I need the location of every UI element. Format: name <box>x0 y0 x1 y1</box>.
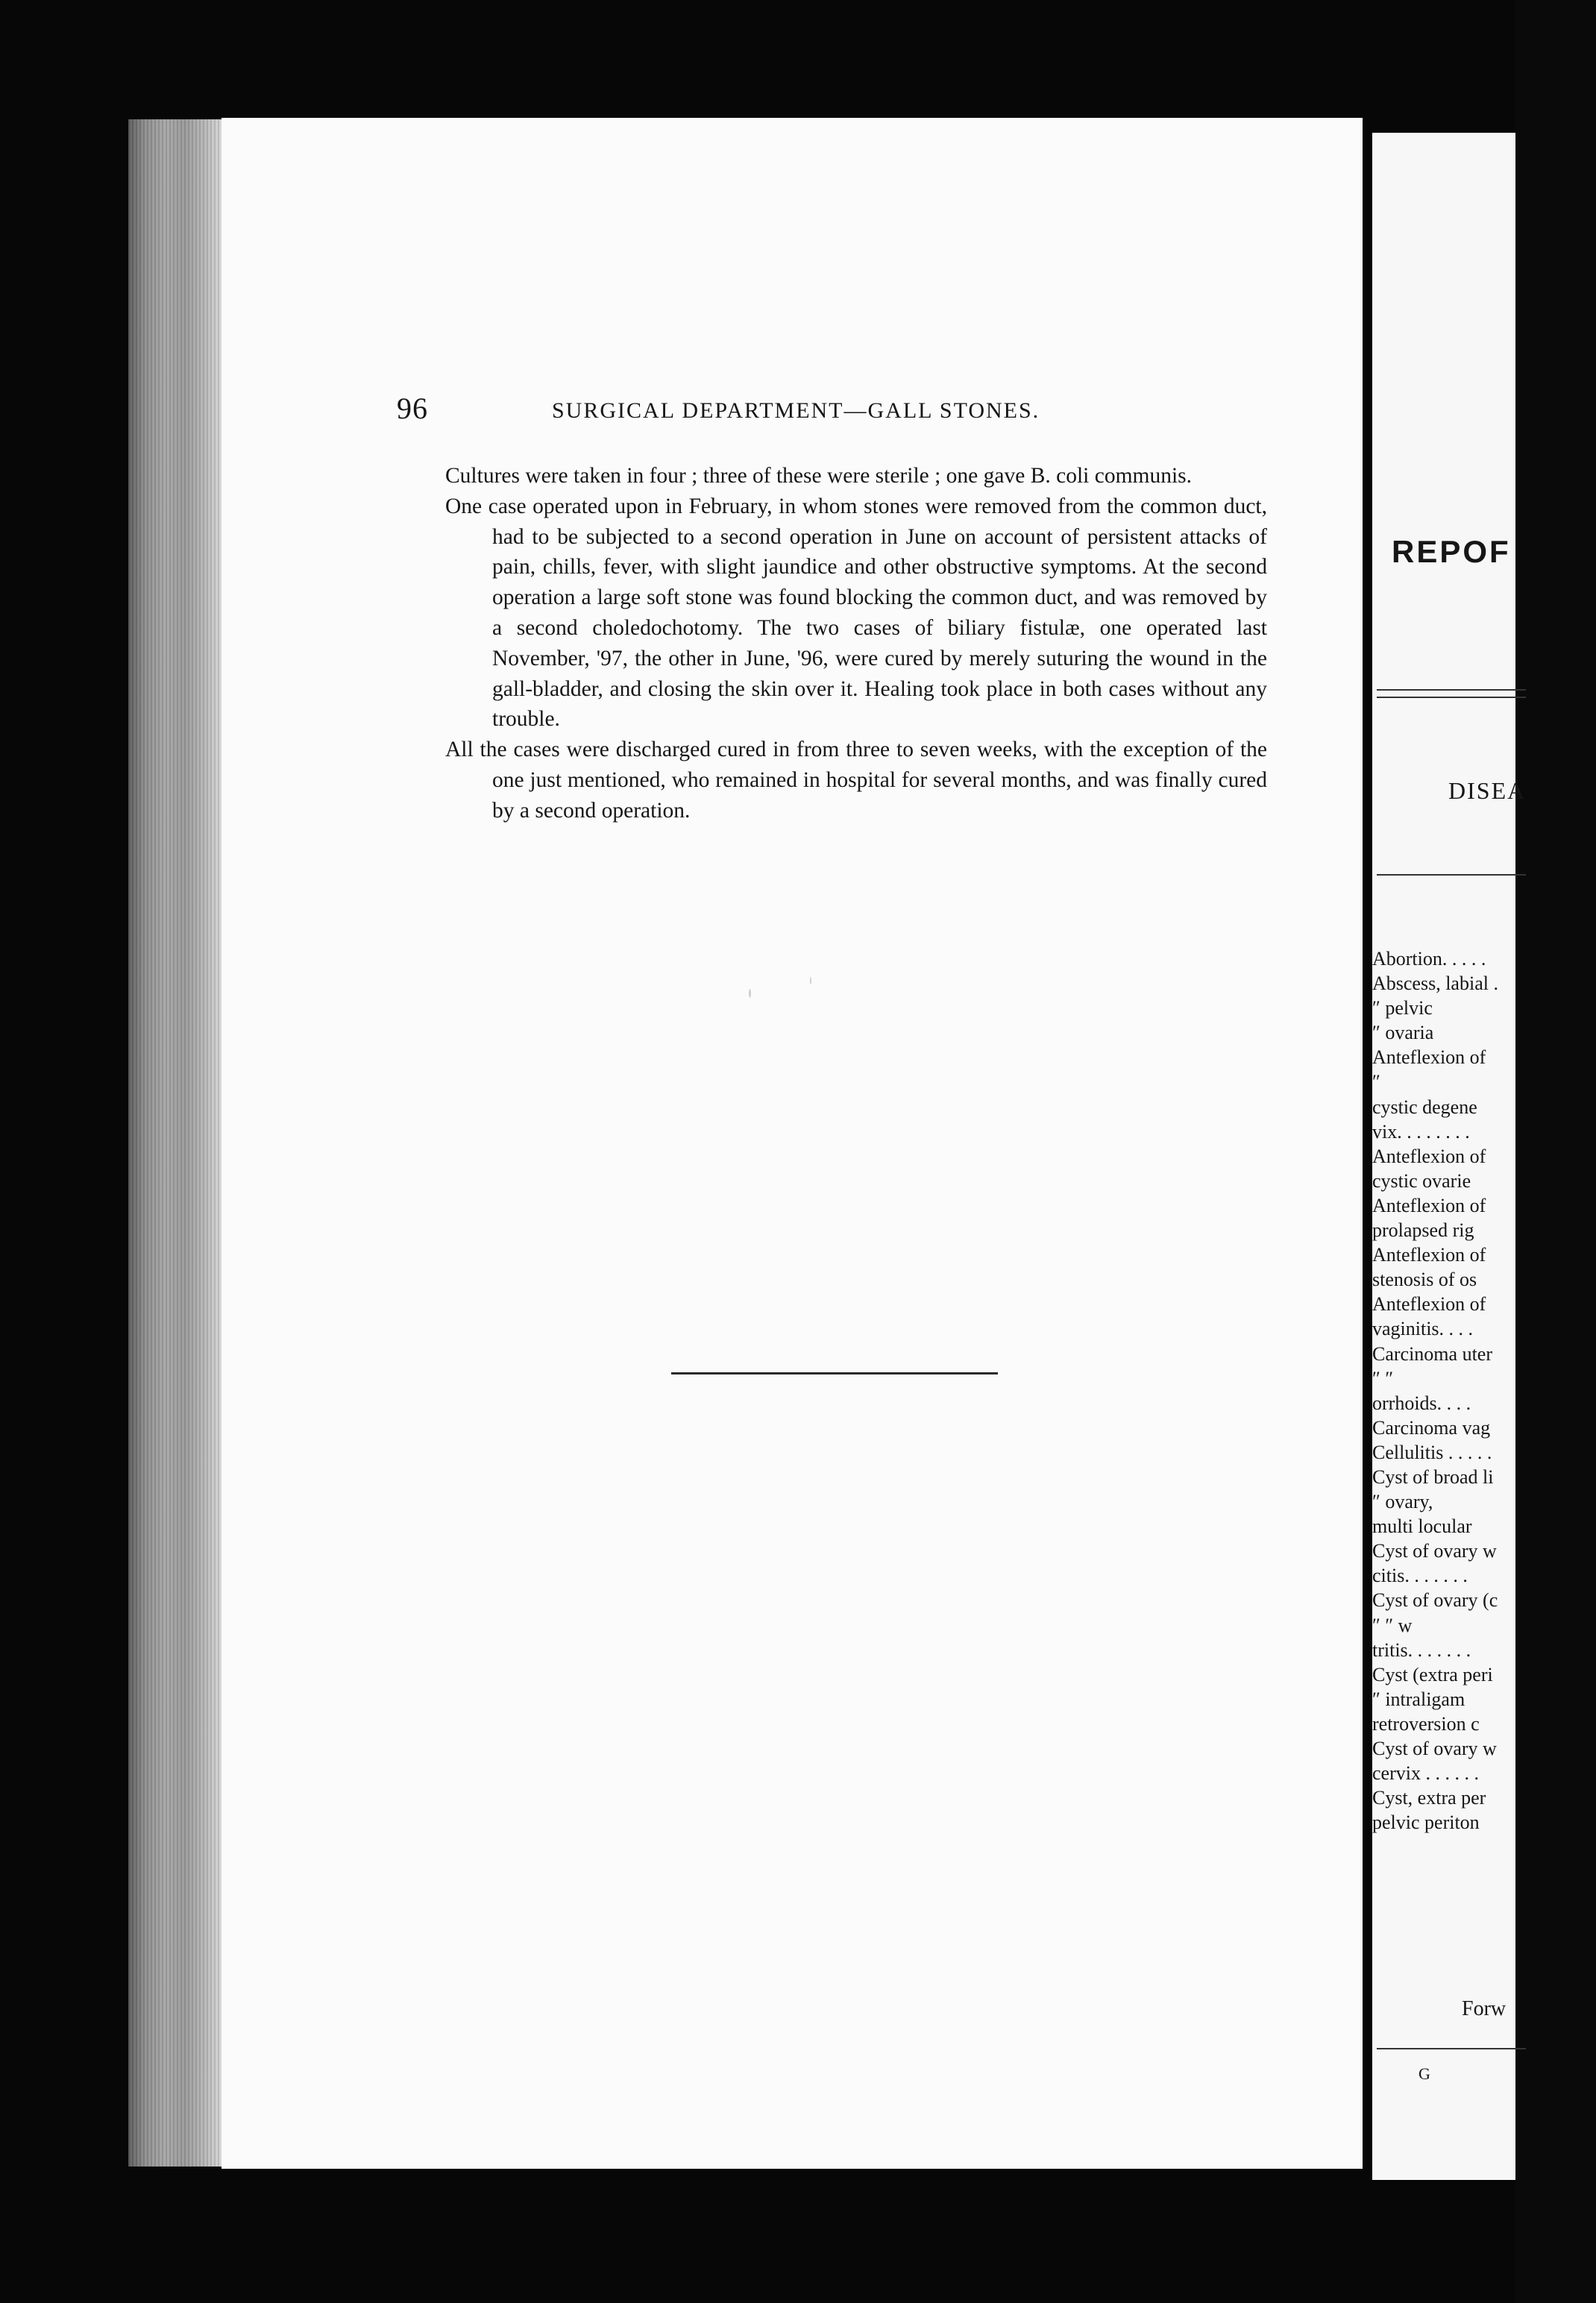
paragraph-discharged: All the cases were discharged cured in from three to seven weeks, with the exception of the one just mentioned, who remained in hospital for several months, and was finally cured by a second operation. <box>445 738 1267 823</box>
index-entry: ″ ″ <box>1372 1367 1394 1389</box>
footer-rule <box>1377 2048 1526 2049</box>
index-entry: ″ pelvic <box>1372 997 1433 1019</box>
right-page <box>1372 133 1527 2180</box>
double-rule-bottom <box>1377 697 1526 698</box>
index-entry: prolapsed rig <box>1372 1219 1474 1242</box>
paragraph-cultures: Cultures were taken in four ; three of these were sterile ; one gave B. coli communis. <box>445 464 1193 488</box>
index-entry: Cyst (extra peri <box>1372 1663 1493 1685</box>
report-heading: REPOF <box>1392 534 1511 569</box>
index-entry: Carcinoma vag <box>1372 1416 1491 1439</box>
paragraph-second-operation: One case operated upon in February, in whom stones were removed from the common duct, had to be subjected to a second operation in June on account of persistent attacks of pain, chills, fever, with slight jaundice and other obstructive symptoms. At the second operation a large soft stone was found blocking the common duct, and was removed by a second choledochotomy. The two cases of biliary fistulæ, one operated last November, '97, the other in June, '96, were cured by merely suturing the wound in the gall-bladder, and closing the skin over it. Healing took place in both cases without any trouble. <box>445 494 1267 732</box>
index-entry: Cellulitis . . . . . <box>1372 1441 1492 1463</box>
index-entry: pelvic periton <box>1372 1812 1480 1834</box>
disease-subheading: DISEA <box>1448 777 1527 804</box>
index-entry: Abscess, labial . <box>1372 973 1498 995</box>
forward-label: Forw <box>1462 1997 1507 2020</box>
index-entry: Carcinoma uter <box>1372 1342 1492 1365</box>
index-entry: cystic degene <box>1372 1096 1477 1118</box>
index-entry: retroversion c <box>1372 1712 1480 1735</box>
index-entry: Anteflexion of <box>1372 1244 1486 1266</box>
index-entry: cervix . . . . . . <box>1372 1762 1479 1785</box>
scan-speck <box>749 989 751 998</box>
index-entry: vix. . . . . . . . <box>1372 1120 1470 1143</box>
index-entry: stenosis of os <box>1372 1269 1477 1291</box>
index-entry: citis. . . . . . . <box>1372 1565 1468 1587</box>
index-entry: Cyst of ovary (c <box>1372 1589 1498 1612</box>
index-entry: tritis. . . . . . . <box>1372 1639 1471 1661</box>
book-page-edge <box>128 119 222 2167</box>
index-entry: multi locular <box>1372 1515 1472 1538</box>
index-entry: Cyst of ovary w <box>1372 1540 1497 1562</box>
index-entry: ″ <box>1372 1071 1380 1093</box>
disease-index-list <box>1372 946 1596 1835</box>
double-rule-top <box>1377 689 1526 691</box>
section-end-rule <box>671 1372 998 1374</box>
index-entry: Anteflexion of <box>1372 1145 1486 1167</box>
body-text <box>445 461 1267 826</box>
index-entry: ″ intraligam <box>1372 1688 1465 1710</box>
index-entry: Abortion. . . . . <box>1372 948 1486 970</box>
index-entry: orrhoids. . . . <box>1372 1392 1471 1414</box>
index-entry: Cyst of ovary w <box>1372 1738 1497 1759</box>
page-number: 96 <box>397 392 428 425</box>
running-head <box>397 392 1143 440</box>
index-entry: Anteflexion of <box>1372 1194 1486 1216</box>
signature-mark: G <box>1419 2064 1430 2083</box>
index-entry: ″ ovary, <box>1372 1491 1433 1513</box>
index-entry: cystic ovarie <box>1372 1169 1471 1192</box>
table-top-rule <box>1377 874 1526 876</box>
scan-speck <box>810 977 811 984</box>
running-head-title: SURGICAL DEPARTMENT—GALL STONES. <box>552 398 1040 423</box>
index-entry: Anteflexion of <box>1372 1293 1486 1316</box>
index-entry: vaginitis. . . . <box>1372 1318 1474 1340</box>
index-entry: ″ ovaria <box>1372 1022 1434 1044</box>
index-entry: Cyst, extra per <box>1372 1787 1486 1809</box>
index-entry: Anteflexion of <box>1372 1046 1486 1069</box>
index-entry: Cyst of broad li <box>1372 1465 1494 1488</box>
index-entry: ″ ″ w <box>1372 1614 1413 1636</box>
